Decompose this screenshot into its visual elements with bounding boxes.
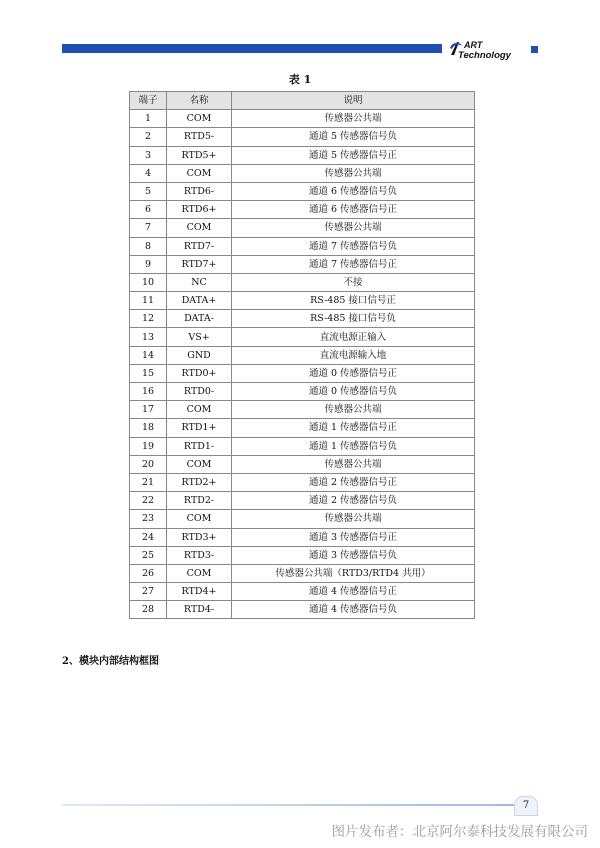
cell-description: 通道 2 传感器信号正 <box>232 473 475 491</box>
table-row <box>130 310 475 328</box>
cell-name: RTD0- <box>167 383 232 401</box>
table-row <box>130 146 475 164</box>
cell-name: RTD2- <box>167 492 232 510</box>
cell-description: 通道 0 传感器信号正 <box>232 364 475 382</box>
cell-name: RTD3+ <box>167 528 232 546</box>
column-header-name: 名称 <box>167 92 232 110</box>
table-row <box>130 510 475 528</box>
cell-terminal: 6 <box>130 201 167 219</box>
table-row <box>130 237 475 255</box>
cell-name: RTD6+ <box>167 201 232 219</box>
table-row <box>130 201 475 219</box>
cell-terminal: 15 <box>130 364 167 382</box>
cell-name: DATA+ <box>167 292 232 310</box>
cell-description: 通道 3 传感器信号正 <box>232 528 475 546</box>
table-row <box>130 292 475 310</box>
art-logo-icon <box>448 38 540 60</box>
cell-terminal: 24 <box>130 528 167 546</box>
cell-description: 通道 3 传感器信号负 <box>232 546 475 564</box>
cell-terminal: 23 <box>130 510 167 528</box>
cell-terminal: 5 <box>130 182 167 200</box>
cell-name: RTD7+ <box>167 255 232 273</box>
cell-name: DATA- <box>167 310 232 328</box>
cell-description: 通道 0 传感器信号负 <box>232 383 475 401</box>
table-row <box>130 364 475 382</box>
table-row <box>130 182 475 200</box>
table-row <box>130 110 475 128</box>
cell-description: 传感器公共端（RTD3/RTD4 共用） <box>232 564 475 582</box>
footer-line <box>62 804 514 806</box>
cell-name: COM <box>167 510 232 528</box>
cell-name: RTD5- <box>167 128 232 146</box>
header-bar <box>62 44 442 53</box>
cell-terminal: 27 <box>130 583 167 601</box>
table-row <box>130 492 475 510</box>
cell-description: RS-485 接口信号正 <box>232 292 475 310</box>
cell-name: RTD3- <box>167 546 232 564</box>
cell-name: RTD6- <box>167 182 232 200</box>
cell-description: 传感器公共端 <box>232 455 475 473</box>
logo-square <box>531 46 538 53</box>
cell-name: GND <box>167 346 232 364</box>
table-row <box>130 437 475 455</box>
cell-description: 通道 7 传感器信号正 <box>232 255 475 273</box>
cell-name: COM <box>167 401 232 419</box>
cell-name: COM <box>167 110 232 128</box>
table-row <box>130 528 475 546</box>
cell-terminal: 1 <box>130 110 167 128</box>
cell-description: 通道 2 传感器信号负 <box>232 492 475 510</box>
cell-description: 直流电源输入地 <box>232 346 475 364</box>
cell-terminal: 9 <box>130 255 167 273</box>
table-row <box>130 546 475 564</box>
cell-description: 通道 6 传感器信号负 <box>232 182 475 200</box>
cell-terminal: 2 <box>130 128 167 146</box>
cell-description: 传感器公共端 <box>232 510 475 528</box>
cell-description: 通道 4 传感器信号负 <box>232 601 475 619</box>
cell-terminal: 20 <box>130 455 167 473</box>
cell-description: 通道 5 传感器信号负 <box>232 128 475 146</box>
cell-description: 传感器公共端 <box>232 164 475 182</box>
table-row <box>130 164 475 182</box>
cell-name: RTD2+ <box>167 473 232 491</box>
cell-name: RTD4- <box>167 601 232 619</box>
table-row <box>130 328 475 346</box>
cell-name: NC <box>167 273 232 291</box>
cell-terminal: 8 <box>130 237 167 255</box>
table-row <box>130 255 475 273</box>
logo-text-line2: Technology <box>458 50 511 60</box>
cell-description: 通道 1 传感器信号正 <box>232 419 475 437</box>
cell-name: COM <box>167 455 232 473</box>
cell-terminal: 10 <box>130 273 167 291</box>
cell-description: 不接 <box>232 273 475 291</box>
cell-name: RTD5+ <box>167 146 232 164</box>
cell-terminal: 12 <box>130 310 167 328</box>
publisher-watermark: 图片发布者：北京阿尔泰科技发展有限公司 <box>331 824 588 840</box>
cell-terminal: 4 <box>130 164 167 182</box>
cell-description: RS-485 接口信号负 <box>232 310 475 328</box>
table-row <box>130 564 475 582</box>
cell-terminal: 14 <box>130 346 167 364</box>
cell-name: COM <box>167 164 232 182</box>
cell-terminal: 18 <box>130 419 167 437</box>
logo-text-line1: ART <box>464 40 483 50</box>
section-heading: 2、模块内部结构框图 <box>62 656 159 667</box>
table-row <box>130 419 475 437</box>
cell-name: RTD4+ <box>167 583 232 601</box>
table-row <box>130 383 475 401</box>
table-row <box>130 128 475 146</box>
page-number: 7 <box>514 796 538 816</box>
cell-terminal: 7 <box>130 219 167 237</box>
cell-name: RTD0+ <box>167 364 232 382</box>
cell-description: 通道 6 传感器信号正 <box>232 201 475 219</box>
cell-terminal: 25 <box>130 546 167 564</box>
cell-name: VS+ <box>167 328 232 346</box>
table-row <box>130 455 475 473</box>
cell-description: 通道 5 传感器信号正 <box>232 146 475 164</box>
cell-description: 通道 7 传感器信号负 <box>232 237 475 255</box>
table-row <box>130 401 475 419</box>
cell-description: 传感器公共端 <box>232 401 475 419</box>
column-header-description: 说明 <box>232 92 475 110</box>
cell-terminal: 11 <box>130 292 167 310</box>
table-row <box>130 601 475 619</box>
cell-terminal: 16 <box>130 383 167 401</box>
table-caption: 表 1 <box>288 73 312 86</box>
cell-terminal: 17 <box>130 401 167 419</box>
cell-terminal: 22 <box>130 492 167 510</box>
cell-name: COM <box>167 219 232 237</box>
table-header-row <box>130 92 475 110</box>
cell-name: RTD7- <box>167 237 232 255</box>
cell-description: 通道 1 传感器信号负 <box>232 437 475 455</box>
cell-description: 通道 4 传感器信号正 <box>232 583 475 601</box>
cell-name: COM <box>167 564 232 582</box>
cell-description: 直流电源正输入 <box>232 328 475 346</box>
cell-terminal: 28 <box>130 601 167 619</box>
table-row <box>130 583 475 601</box>
table-row <box>130 219 475 237</box>
pin-table-body <box>130 110 475 619</box>
cell-terminal: 3 <box>130 146 167 164</box>
table-row <box>130 346 475 364</box>
cell-description: 传感器公共端 <box>232 219 475 237</box>
cell-terminal: 13 <box>130 328 167 346</box>
cell-name: RTD1- <box>167 437 232 455</box>
column-header-terminal: 端子 <box>130 92 167 110</box>
table-row <box>130 273 475 291</box>
cell-terminal: 19 <box>130 437 167 455</box>
cell-name: RTD1+ <box>167 419 232 437</box>
cell-terminal: 21 <box>130 473 167 491</box>
table-row <box>130 473 475 491</box>
pin-table <box>129 91 475 619</box>
cell-description: 传感器公共端 <box>232 110 475 128</box>
cell-terminal: 26 <box>130 564 167 582</box>
